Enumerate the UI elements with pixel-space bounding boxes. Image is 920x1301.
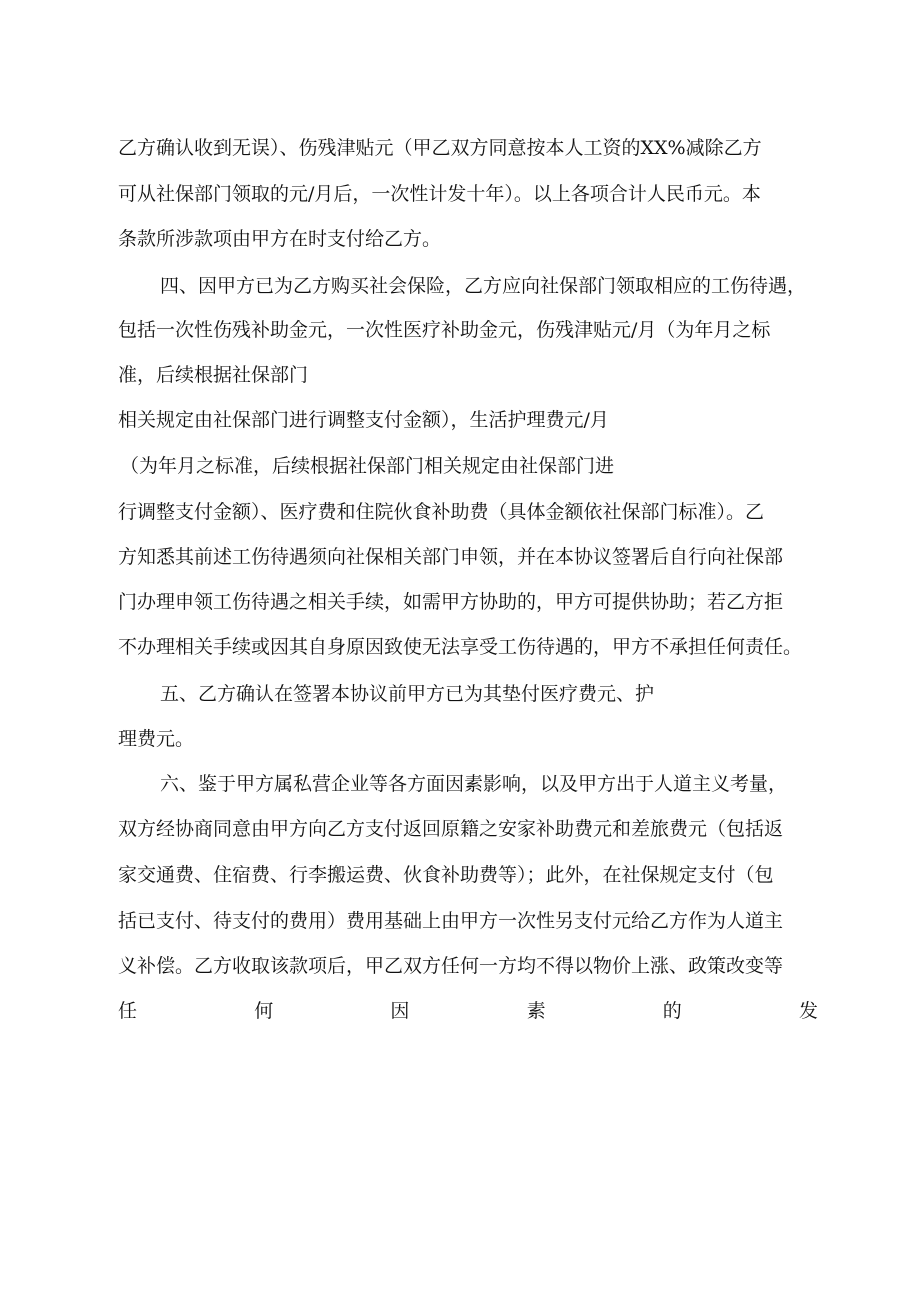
text-line: 包括一次性伤残补助金元，一次性医疗补助金元，伤残津贴元/月（为年月之标 <box>118 319 771 341</box>
text-line: 五、乙方确认在签署本协议前甲方已为其垫付医疗费元、护 <box>160 683 655 705</box>
text-line: 门办理申领工伤待遇之相关手续，如需甲方协助的，甲方可提供协助；若乙方拒 <box>118 591 784 613</box>
text-line: 准，后续根据社保部门 <box>118 364 309 386</box>
text-line-justified <box>118 999 818 1023</box>
text-line: 行调整支付金额）、医疗费和住院伙食补助费（具体金额依社保部门标准）。乙 <box>118 501 765 523</box>
text-line: 条款所涉款项由甲方在时支付给乙方。 <box>118 228 442 250</box>
justified-char: 何 <box>254 1000 274 1022</box>
text-line: 可从社保部门领取的元/月后，一次性计发十年）。以上各项合计人民币元。本 <box>118 183 761 205</box>
text-line: 相关规定由社保部门进行调整支付金额），生活护理费元/月 <box>118 409 609 431</box>
justified-char: 的 <box>662 1000 682 1022</box>
text-line: 理费元。 <box>118 728 195 750</box>
text-line: 乙方确认收到无误）、伤残津贴元（甲乙双方同意按本人工资的XX%减除乙方 <box>118 137 762 159</box>
justified-char: 发 <box>798 1000 818 1022</box>
justified-char: 素 <box>526 1000 546 1022</box>
text-line: 括已支付、待支付的费用）费用基础上由甲方一次性另支付元给乙方作为人道主 <box>118 910 784 932</box>
text-line: 家交通费、住宿费、行李搬运费、伙食补助费等）；此外，在社保规定支付（包 <box>118 864 774 886</box>
text-line: 义补偿。乙方收取该款项后，甲乙双方任何一方均不得以物价上涨、政策改变等 <box>118 955 784 977</box>
text-line: （为年月之标准，后续根据社保部门相关规定由社保部门进 <box>120 455 615 477</box>
text-line: 六、鉴于甲方属私营企业等各方面因素影响，以及甲方出于人道主义考量， <box>160 773 788 795</box>
text-line: 方知悉其前述工伤待遇须向社保相关部门申领，并在本协议签署后自行向社保部 <box>118 546 784 568</box>
text-line: 不办理相关手续或因其自身原因致使无法享受工伤待遇的，甲方不承担任何责任。 <box>118 636 803 658</box>
text-line: 四、因甲方已为乙方购买社会保险，乙方应向社保部门领取相应的工伤待遇， <box>160 275 807 297</box>
text-line: 双方经协商同意由甲方向乙方支付返回原籍之安家补助费元和差旅费元（包括返 <box>118 818 784 840</box>
justified-char: 任 <box>118 1000 138 1022</box>
justified-char: 因 <box>390 1000 410 1022</box>
